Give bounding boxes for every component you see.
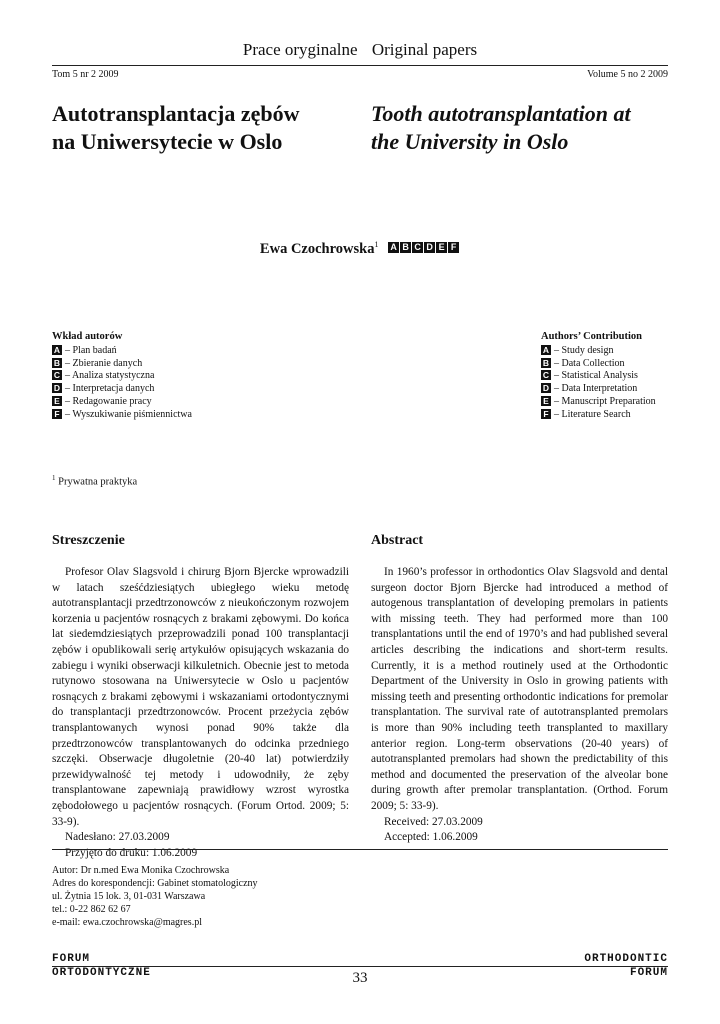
section-label-en: Original papers <box>371 40 478 59</box>
abstract-en-body: In 1960’s professor in orthodontics Olav Slagsvold and dental surgeon doctor Bjorn Bjercke had introduced a method of autogenous transplantation of developing premolars in patients with missing teeth. They had performed more than 100 transplantations until the end of 1970’s and had published several articles describing the indications and short-term results. Currently, it is a method routinely used at the Orthodontic Department of the University in Oslo in growing patients with missing teeth and presenting orthodontic indications for premolar transplantation. The survival rate of autotransplanted premolars is more than 90% including teeth transplanted to maxillary anterior region. Long-term observations (20-40 years) of autotransplanted premolars had shown the predictability of this method and documented the preservation of the alveolar bone during growth after premolar transplantation. (Orthod. Forum 2009; 5: 33-9). <box>371 566 668 812</box>
correspondence-author: Autor: Dr n.med Ewa Monika Czochrowska <box>52 865 230 876</box>
contribution-pl-item: D – Interpretacja danych <box>53 383 155 395</box>
contribution-en-item: F – Literature Search <box>541 409 656 422</box>
footer-rule <box>52 966 668 967</box>
contribution-en-item: D – Data Interpretation <box>542 383 638 395</box>
badge-e: E <box>436 242 447 253</box>
correspondence-street: ul. Żytnia 15 lok. 3, 01-031 Warszawa <box>52 891 206 902</box>
title-en-line2: the University in Oslo <box>371 129 569 154</box>
correspondence-address-label: Adres do korespondencji: Gabinet stomatologiczny <box>52 878 258 889</box>
badge-c: C <box>412 242 423 253</box>
title-pl-line2: na Uniwersytecie w Oslo <box>52 129 283 154</box>
contribution-en-item: E – Manuscript Preparation <box>541 396 656 409</box>
abstract-pl-heading: Streszczenie <box>52 533 125 548</box>
section-label-pl: Prace oryginalne <box>242 40 358 59</box>
accepted-date-en: Accepted: 1.06.2009 <box>384 831 478 844</box>
author-contribution-badges <box>388 238 460 255</box>
title-pl <box>52 100 352 156</box>
correspondence <box>52 864 258 929</box>
abstract-en-heading: Abstract <box>371 533 424 548</box>
contribution-pl-item: A – Plan badań <box>53 344 117 356</box>
contribution-en-heading: Authors’ Contribution <box>541 331 643 342</box>
footer-right-line1: ORTHODONTIC <box>584 953 668 965</box>
volume-en: Volume 5 no 2 2009 <box>587 69 668 80</box>
received-date-en: Received: 27.03.2009 <box>384 815 483 828</box>
footer-left-line1: FORUM <box>52 953 91 965</box>
contribution-en-item: A – Study design <box>542 344 614 356</box>
badge-d: D <box>424 242 435 253</box>
footer-left-line2: ORTODONTYCZNE <box>52 967 151 979</box>
abstract-pl <box>52 565 349 861</box>
correspondence-phone: tel.: 0-22 862 62 67 <box>52 904 131 915</box>
footer-right-line2: FORUM <box>629 967 668 979</box>
contribution-en-item: B – Data Collection <box>542 357 625 369</box>
badge-a: A <box>388 242 399 253</box>
running-header <box>0 40 720 60</box>
author-name: Ewa Czochrowska <box>259 241 375 257</box>
contribution-en <box>541 331 656 422</box>
badge-b: B <box>400 242 411 253</box>
contribution-pl-heading: Wkład autorów <box>52 331 123 342</box>
abstract-pl-body: Profesor Olav Slagsvold i chirurg Bjorn Bjercke wprowadzili w latach sześćdziesiątych ubiegłego wieku metodę autotransplantacji przedtrzonowców z nieukończonym rozwojem korzenia u pacjentów rosnących z brakami zębowymi. Do końca lat siedemdziesiątych przeprowadzili ponad 100 transplantacji zębów i opublikowali serię artykułów opisujących wskazania do zabiegu i wyniki obserwacji kilkuletnich. Obecnie jest to metoda rutynowo stosowana na Uniwersytecie w Oslo u pacjentów rosnących z brakami zębowymi i wskazaniami ortodontycznymi do transplantacji przedtrzonowców. Procent przeżycia zębów transplantowanych wynosi ponad 90% także dla przedtrzonowców transplantowanych do odcinka przedniego szczęki. Obserwacje długoletnie (20-40 lat) potwierdziły przewidywalność tej metody i udowodniły, że zęby transplantowane zapewniają prawidłowy wzrost wyrostka zębodołowego u pacjentów rosnących. (Forum Ortod. 2009; 5: 33-9). <box>52 566 349 828</box>
abstract-en <box>371 565 668 846</box>
affiliation-mark: 1 <box>52 474 56 482</box>
page-number: 33 <box>352 970 368 986</box>
accepted-date-pl: Przyjęto do druku: 1.06.2009 <box>65 846 198 859</box>
volume-pl: Tom 5 nr 2 2009 <box>52 69 119 80</box>
header-rule <box>52 65 668 66</box>
author-affiliation-mark: 1 <box>374 240 379 250</box>
author-line <box>0 238 720 258</box>
contribution-pl-item: B – Zbieranie danych <box>53 357 143 369</box>
badge-f: F <box>448 242 459 253</box>
contribution-pl-item: F – Wyszukiwanie piśmiennictwa <box>52 409 192 422</box>
title-pl-line1: Autotransplantacja zębów <box>52 101 300 126</box>
correspondence-email: e-mail: ewa.czochrowska@magres.pl <box>52 917 202 928</box>
contribution-en-item: C – Statistical Analysis <box>542 370 638 382</box>
affiliation <box>52 474 137 488</box>
contribution-pl-item: C – Analiza statystyczna <box>53 370 155 382</box>
title-en <box>371 100 671 156</box>
title-en-line1: Tooth autotransplantation at <box>371 101 631 126</box>
received-date-pl: Nadesłano: 27.03.2009 <box>65 831 170 844</box>
correspondence-rule <box>52 849 668 850</box>
affiliation-text: Prywatna praktyka <box>58 476 138 488</box>
contribution-pl-item: E – Redagowanie pracy <box>52 396 192 409</box>
contribution-pl <box>52 331 192 422</box>
